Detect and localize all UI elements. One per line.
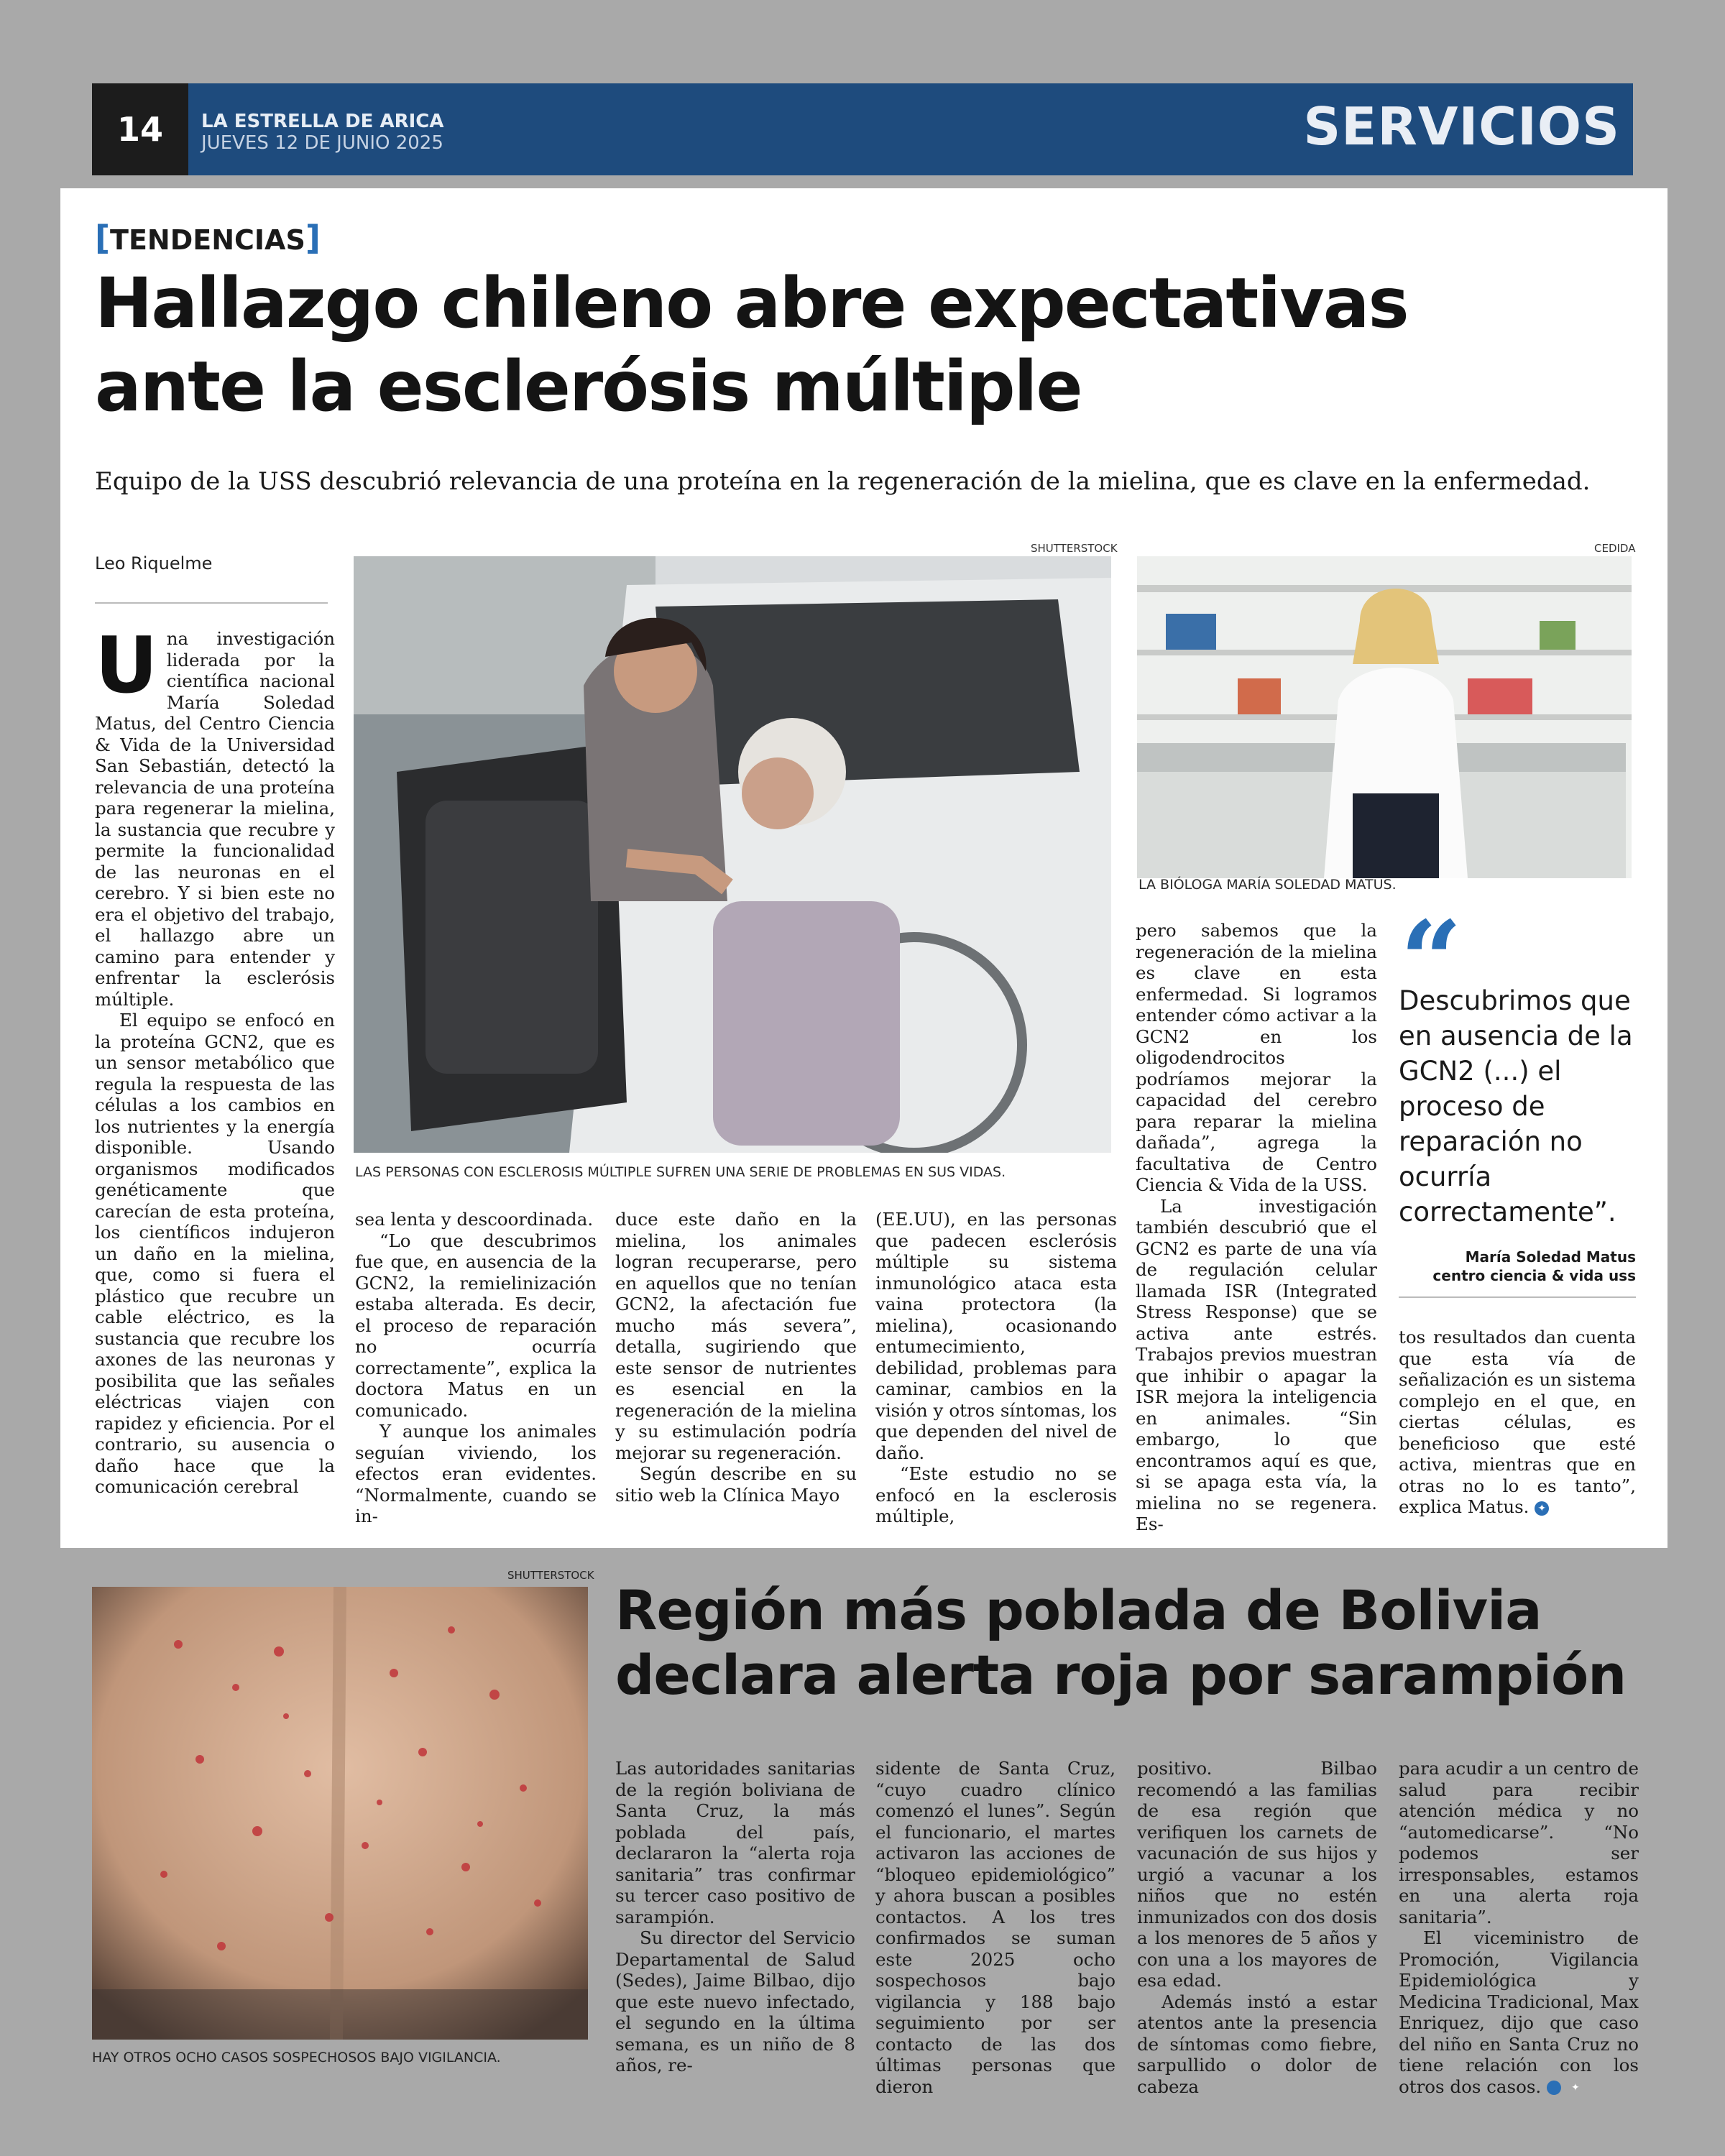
paragraph: Las autoridades sanitarias de la región boliviana de Santa Cruz, la más poblada del país, declararon la “alerta roja sanitaria” tras confirmar su tercer caso positivo de sarampión. xyxy=(615,1758,855,1927)
page-header xyxy=(92,83,1633,175)
second-article-headline xyxy=(615,1578,1636,1708)
article-column-1 xyxy=(95,621,335,1498)
paragraph: “Este estudio no se enfocó en la esclerosis múltiple, xyxy=(875,1463,1117,1526)
second-article-column-2 xyxy=(875,1758,1116,2097)
quote-author: María Soledad Matus xyxy=(1465,1248,1636,1266)
end-of-article-icon: ✦ xyxy=(1547,2081,1561,2095)
publication-date: JUEVES 12 DE JUNIO 2025 xyxy=(201,132,443,154)
paragraph: El equipo se enfocó en la proteína GCN2, que es un sensor metabólico que regula la respuesta de las células a los cambios en los nutrientes y la energía disponible. Usando organismos modificados genéticamente que carecían de esta proteína, los científicos indujeron un daño en la mielina, que, como si fuera el plástico que recubre un cable eléctrico, es la sustancia que recubre los axones de las neuronas y posibilita que las señales eléctricas viajen con rapidez y eficiencia. Por el contrario, su ausencia o daño hace que la comunicación cerebral xyxy=(95,1010,335,1497)
section-title: SERVICIOS xyxy=(1303,96,1620,157)
main-article xyxy=(60,188,1668,1548)
article-column-5 xyxy=(1136,920,1377,1535)
headline-line-2: ante la esclerósis múltiple xyxy=(95,346,1082,427)
paragraph: positivo. Bilbao recomendó a las familias de esa región que verifiquen los carnets de vacunación de sus hijos y urgió a vacunar a los niños que no estén inmunizados con dos dosis a los menores de 5 años y con una a los mayores de esa edad. xyxy=(1137,1758,1377,1991)
second-article-column-4 xyxy=(1399,1758,1639,2097)
article-column-4 xyxy=(875,1209,1117,1527)
page-number: 14 xyxy=(92,83,188,175)
paragraph: “Lo que descubrimos fue que, en ausencia de la GCN2, la remielinización estaba alterada. Es decir, el proceso de reparación no ocurría correctamente”, explica la doctora Matus en un comunicado. xyxy=(355,1230,597,1421)
photo-caption: HAY OTROS OCHO CASOS SOSPECHOSOS BAJO VIGILANCIA. xyxy=(92,2050,501,2065)
quote-divider xyxy=(1399,1296,1636,1298)
photo-measles-rash xyxy=(92,1587,588,2040)
photo-illustration xyxy=(92,1587,588,2040)
publication-name: LA ESTRELLA DE ARICA xyxy=(201,111,444,132)
paragraph: tos resultados dan cuenta que esta vía de señalización es un sistema complejo en el que, en ciertas células, es beneficioso que esté activa, mientras que en otras no lo es tanto”, explica Matus. xyxy=(1399,1327,1636,1517)
paragraph: El viceministro de Promoción, Vigilancia Epidemiológica y Medicina Tradicional, Max Enriquez, dijo que caso del niño en Santa Cruz no tiene relación con los otros dos casos. xyxy=(1399,1927,1639,2097)
article-subhead: Equipo de la USS descubrió relevancia de una proteína en la regeneración de la mielina, que es clave en la enfermedad. xyxy=(95,467,1591,496)
article-column-6 xyxy=(1399,1327,1636,1518)
paragraph: (EE.UU), en las personas que padecen esclerósis múltiple su sistema inmunológico ataca esta vaina protectora (la mielina), ocasionando entumecimiento, debilidad, problemas para caminar, cambios en la visión y otros síntomas, los que dependen del nivel de daño. xyxy=(875,1209,1117,1463)
photo-caption: LA BIÓLOGA MARÍA SOLEDAD MATUS. xyxy=(1138,877,1397,893)
paragraph: para acudir a un centro de salud para recibir atención médica y no “automedicarse”. “No podemos ser irresponsables, estamos en una alerta roja sanitaria”. xyxy=(1399,1758,1639,1927)
photo-credit: SHUTTERSTOCK xyxy=(1031,542,1118,555)
paragraph: Según describe en su sitio web la Clínica Mayo xyxy=(615,1463,857,1506)
headline-line-1: Región más poblada de Bolivia xyxy=(615,1578,1542,1642)
quote-author-role: centro ciencia & vida uss xyxy=(1432,1267,1636,1284)
article-tag: [TENDENCIAS] xyxy=(95,218,321,257)
second-article-column-3 xyxy=(1137,1758,1377,2097)
photo-illustration xyxy=(1137,556,1632,878)
paragraph: sea lenta y descoordinada. xyxy=(355,1209,594,1230)
paragraph: na investigación liderada por la científica nacional María Soledad Matus, del Centro Ciencia & Vida de la Universidad San Sebastián, detectó la relevancia de una proteína para regenerar la mielina, la sustancia que recubre y permite la funcionalidad de las neuronas en el cerebro. Y si bien este no era el objetivo del trabajo, el hallazgo abre un camino para entender y enfrentar la esclerósis múltiple. xyxy=(95,628,335,1010)
paragraph: Y aunque los animales seguían viviendo, los efectos eran evidentes. “Normalmente, cuando se in- xyxy=(355,1421,597,1526)
second-article-column-1 xyxy=(615,1758,855,2076)
article-column-2 xyxy=(355,1209,597,1527)
photo-caregiver-wheelchair xyxy=(354,556,1111,1153)
quote-mark-icon: “ xyxy=(1400,898,1463,1024)
quote-attribution xyxy=(1432,1248,1636,1285)
photo-illustration xyxy=(354,556,1111,1153)
paragraph: Además instó a estar atentos ante la presencia de síntomas como fiebre, sarpullido o dolor de cabeza xyxy=(1137,1991,1377,2097)
article-headline xyxy=(95,262,1633,428)
photo-scientist-lab xyxy=(1137,556,1632,878)
photo-caption: LAS PERSONAS CON ESCLEROSIS MÚLTIPLE SUFREN UNA SERIE DE PROBLEMAS EN SUS VIDAS. xyxy=(355,1164,1006,1180)
article-tag-label: TENDENCIAS xyxy=(110,224,305,256)
paragraph: Su director del Servicio Departamental de Salud (Sedes), Jaime Bilbao, dijo que este nuevo infectado, el segundo en la última semana, es un niño de 8 años, re- xyxy=(615,1927,855,2076)
paragraph: duce este daño en la mielina, los animales logran recuperarse, pero en aquellos que no tenían GCN2, la afectación fue mucho más severa”, detalla, sugiriendo que este sensor de nutrientes es esencial en la regeneración de la mielina y su estimulación podría mejorar su regeneración. xyxy=(615,1209,857,1463)
paragraph: La investigación también descubrió que el GCN2 es parte de una vía de regulación celular llamada ISR (Integrated Stress Response) que se activa ante estrés. Trabajos previos muestran que inhibir o apagar la ISR mejora la inteligencia en animales. “Sin embargo, lo que encontramos aquí es que, si se apaga esta vía, la mielina no se regenera. Es- xyxy=(1136,1195,1377,1534)
byline-divider xyxy=(95,602,328,604)
photo-credit: SHUTTERSTOCK xyxy=(507,1569,594,1582)
paragraph: pero sabemos que la regeneración de la mielina es clave en esta enfermedad. Si logramos entender cómo activar a la GCN2 en los oligodendrocitos podríamos mejorar la capacidad del cerebro para reparar la mielina dañada”, agrega la facultativa de Centro Ciencia & Vida de la USS. xyxy=(1136,920,1377,1195)
pull-quote: Descubrimos que en ausencia de la GCN2 (...) el proceso de reparación no ocurría correctamente”. xyxy=(1399,985,1633,1227)
paragraph: sidente de Santa Cruz, “cuyo cuadro clínico comenzó el lunes”. Según el funcionario, el martes activaron las acciones de “bloqueo epidemiológico” y ahora buscan a posibles contactos. A los tres confirmados se suman este 2025 ocho sospechosos bajo vigilancia y 188 bajo seguimiento por ser contacto de las dos últimas personas que dieron xyxy=(875,1758,1116,2097)
drop-cap: U xyxy=(95,621,158,711)
byline: Leo Riquelme xyxy=(95,553,213,573)
photo-credit: CEDIDA xyxy=(1594,542,1636,555)
end-of-article-icon: ✦ xyxy=(1535,1501,1549,1516)
headline-line-2: declara alerta roja por sarampión xyxy=(615,1643,1627,1707)
article-column-3 xyxy=(615,1209,857,1506)
headline-line-1: Hallazgo chileno abre expectativas xyxy=(95,263,1408,344)
